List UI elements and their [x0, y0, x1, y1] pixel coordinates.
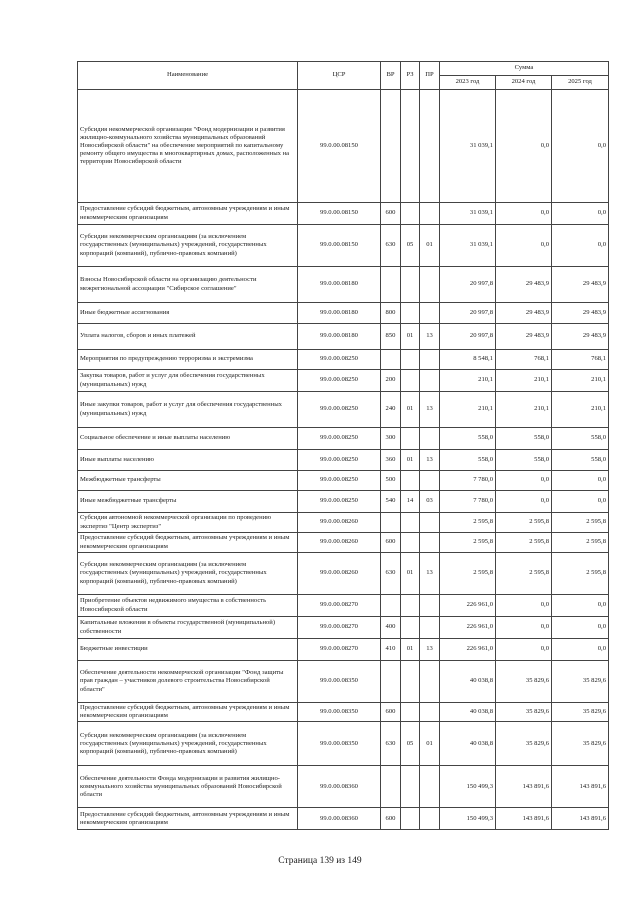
- table-cell-2023: 210,1: [440, 370, 496, 392]
- table-cell-vr: 630: [381, 722, 401, 766]
- table-cell-2024: 35 829,6: [496, 722, 552, 766]
- table-cell-rz: 01: [401, 392, 420, 428]
- table-row: [78, 450, 609, 471]
- table-row: [78, 595, 609, 617]
- table-cell-name: Социальное обеспечение и иные выплаты населению: [78, 428, 298, 450]
- table-cell-name: Субсидии некоммерческим организациям (за исключением государственных (муниципальных) учреждений, государственных корпораций (компаний), публично-правовых компаний): [78, 553, 298, 595]
- table-cell-2025: 29 483,9: [552, 267, 609, 303]
- table-cell-name: Уплата налогов, сборов и иных платежей: [78, 324, 298, 350]
- table-cell-2024: 768,1: [496, 350, 552, 370]
- table-cell-2023: 2 595,8: [440, 533, 496, 553]
- table-cell-vr: 540: [381, 491, 401, 513]
- table-cell-rz: [401, 808, 420, 830]
- table-cell-csr: 99.0.00.08350: [298, 703, 381, 722]
- table-cell-2023: 31 039,1: [440, 203, 496, 225]
- table-cell-rz: [401, 203, 420, 225]
- table-cell-csr: 99.0.00.08250: [298, 392, 381, 428]
- table-cell-2025: 0,0: [552, 617, 609, 639]
- table-cell-2024: 558,0: [496, 428, 552, 450]
- table-row: [78, 370, 609, 392]
- table-cell-2023: 210,1: [440, 392, 496, 428]
- table-cell-vr: [381, 661, 401, 703]
- table-cell-csr: 99.0.00.08250: [298, 350, 381, 370]
- table-row: [78, 303, 609, 324]
- table-cell-csr: 99.0.00.08150: [298, 90, 381, 203]
- table-row: [78, 471, 609, 491]
- table-cell-csr: 99.0.00.08260: [298, 513, 381, 533]
- table-cell-2023: 226 961,0: [440, 595, 496, 617]
- table-cell-pr: [420, 533, 440, 553]
- table-cell-csr: 99.0.00.08250: [298, 428, 381, 450]
- table-cell-name: Субсидии некоммерческим организациям (за исключением государственных (муниципальных) учреждений, государственных корпораций (компаний), публично-правовых компаний): [78, 225, 298, 267]
- table-row: [78, 553, 609, 595]
- table-cell-rz: 05: [401, 225, 420, 267]
- table-cell-csr: 99.0.00.08250: [298, 491, 381, 513]
- table-cell-vr: 630: [381, 225, 401, 267]
- table-cell-2023: 20 997,8: [440, 303, 496, 324]
- table-cell-pr: [420, 617, 440, 639]
- table-row: [78, 491, 609, 513]
- table-cell-pr: [420, 370, 440, 392]
- table-cell-2025: 558,0: [552, 450, 609, 471]
- header-year-2024: 2024 год: [496, 76, 552, 90]
- table-cell-name: Обеспечение деятельности Фонда модернизации и развития жилищно-коммунального хозяйства муниципальных образований Новосибирской области: [78, 766, 298, 808]
- table-cell-rz: 01: [401, 553, 420, 595]
- table-row: [78, 661, 609, 703]
- table-cell-2023: 40 038,8: [440, 722, 496, 766]
- table-cell-rz: [401, 617, 420, 639]
- table-row: [78, 533, 609, 553]
- table-cell-rz: [401, 766, 420, 808]
- table-cell-2025: 768,1: [552, 350, 609, 370]
- header-csr: ЦСР: [298, 62, 381, 90]
- table-cell-vr: 600: [381, 533, 401, 553]
- table-cell-2023: 7 780,0: [440, 491, 496, 513]
- table-cell-2024: 29 483,9: [496, 303, 552, 324]
- table-cell-csr: 99.0.00.08250: [298, 450, 381, 471]
- table-cell-csr: 99.0.00.08350: [298, 661, 381, 703]
- table-cell-vr: 500: [381, 471, 401, 491]
- table-cell-vr: [381, 267, 401, 303]
- table-cell-name: Приобретение объектов недвижимого имущества в собственность Новосибирской области: [78, 595, 298, 617]
- header-pr: ПР: [420, 62, 440, 90]
- table-cell-csr: 99.0.00.08180: [298, 303, 381, 324]
- table-cell-2025: 2 595,8: [552, 513, 609, 533]
- table-cell-2024: 2 595,8: [496, 513, 552, 533]
- table-cell-pr: [420, 766, 440, 808]
- header-year-2025: 2025 год: [552, 76, 609, 90]
- table-cell-name: Обеспечение деятельности некоммерческой организации "Фонд защиты прав граждан – участников долевого строительства Новосибирской области": [78, 661, 298, 703]
- table-cell-pr: 01: [420, 722, 440, 766]
- table-row: [78, 513, 609, 533]
- table-cell-2024: 210,1: [496, 392, 552, 428]
- table-row: [78, 722, 609, 766]
- table-cell-name: Иные выплаты населению: [78, 450, 298, 471]
- table-cell-vr: [381, 350, 401, 370]
- table-cell-pr: [420, 203, 440, 225]
- table-cell-rz: [401, 350, 420, 370]
- table-cell-csr: 99.0.00.08360: [298, 808, 381, 830]
- table-cell-2024: 0,0: [496, 225, 552, 267]
- table-cell-csr: 99.0.00.08260: [298, 553, 381, 595]
- table-cell-pr: 13: [420, 639, 440, 661]
- table-cell-2025: 0,0: [552, 639, 609, 661]
- table-cell-2024: 143 891,6: [496, 766, 552, 808]
- table-cell-2024: 29 483,9: [496, 324, 552, 350]
- table-cell-pr: 03: [420, 491, 440, 513]
- table-cell-rz: [401, 471, 420, 491]
- table-cell-vr: 800: [381, 303, 401, 324]
- table-cell-rz: [401, 595, 420, 617]
- table-cell-csr: 99.0.00.08150: [298, 225, 381, 267]
- table-cell-name: Бюджетные инвестиции: [78, 639, 298, 661]
- table-cell-2024: 0,0: [496, 90, 552, 203]
- table-cell-2023: 7 780,0: [440, 471, 496, 491]
- table-cell-name: Капитальные вложения в объекты государственной (муниципальной) собственности: [78, 617, 298, 639]
- table-cell-vr: 630: [381, 553, 401, 595]
- table-cell-2025: 35 829,6: [552, 661, 609, 703]
- table-cell-rz: 01: [401, 324, 420, 350]
- table-cell-vr: 360: [381, 450, 401, 471]
- table-cell-pr: [420, 808, 440, 830]
- table-cell-name: Субсидия автономной некоммерческой организации по проведению экспертиз "Центр экспертиз": [78, 513, 298, 533]
- table-cell-2023: 226 961,0: [440, 617, 496, 639]
- table-cell-2024: 210,1: [496, 370, 552, 392]
- table-cell-name: Иные межбюджетные трансферты: [78, 491, 298, 513]
- table-cell-csr: 99.0.00.08150: [298, 203, 381, 225]
- table-cell-rz: [401, 267, 420, 303]
- table-cell-vr: [381, 513, 401, 533]
- table-cell-name: Субсидия некоммерческой организации "Фонд модернизации и развития жилищно-коммунального хозяйства муниципальных образований Новосибирской области" на обеспечение мероприятий по капитальному ремонту общего имущества в многоквартирных домах, расположенных на территории Новосибирской области: [78, 90, 298, 203]
- table-row: [78, 203, 609, 225]
- table-cell-csr: 99.0.00.08360: [298, 766, 381, 808]
- table-cell-2023: 31 039,1: [440, 225, 496, 267]
- table-cell-2025: 143 891,6: [552, 766, 609, 808]
- table-cell-pr: [420, 513, 440, 533]
- table-cell-pr: 13: [420, 392, 440, 428]
- table-row: [78, 392, 609, 428]
- table-cell-2025: 0,0: [552, 203, 609, 225]
- table-cell-pr: 01: [420, 225, 440, 267]
- table-row: [78, 617, 609, 639]
- page-number: Страница 139 из 149: [278, 856, 362, 866]
- table-cell-2025: 0,0: [552, 491, 609, 513]
- table-cell-2024: 2 595,8: [496, 553, 552, 595]
- table-cell-rz: [401, 303, 420, 324]
- table-cell-vr: 200: [381, 370, 401, 392]
- table-cell-2024: 0,0: [496, 203, 552, 225]
- budget-table: [77, 61, 609, 830]
- table-cell-vr: 600: [381, 203, 401, 225]
- table-cell-rz: [401, 428, 420, 450]
- table-cell-2025: 2 595,8: [552, 553, 609, 595]
- table-cell-pr: [420, 595, 440, 617]
- table-cell-2024: 0,0: [496, 471, 552, 491]
- table-cell-2024: 0,0: [496, 595, 552, 617]
- table-cell-csr: 99.0.00.08350: [298, 722, 381, 766]
- table-cell-rz: 14: [401, 491, 420, 513]
- header-rz: РЗ: [401, 62, 420, 90]
- table-row: [78, 428, 609, 450]
- table-cell-vr: [381, 766, 401, 808]
- table-cell-vr: 850: [381, 324, 401, 350]
- table-cell-name: Иные бюджетные ассигнования: [78, 303, 298, 324]
- table-cell-2025: 35 829,6: [552, 722, 609, 766]
- table-cell-2023: 40 038,8: [440, 703, 496, 722]
- table-row: [78, 350, 609, 370]
- table-cell-pr: [420, 267, 440, 303]
- table-cell-pr: [420, 661, 440, 703]
- table-body: [78, 90, 609, 830]
- table-row: [78, 267, 609, 303]
- table-cell-rz: [401, 370, 420, 392]
- table-cell-2025: 0,0: [552, 471, 609, 491]
- table-cell-vr: 400: [381, 617, 401, 639]
- table-cell-2025: 0,0: [552, 90, 609, 203]
- header-vr: ВР: [381, 62, 401, 90]
- table-cell-pr: [420, 303, 440, 324]
- table-cell-2024: 0,0: [496, 617, 552, 639]
- table-cell-csr: 99.0.00.08270: [298, 617, 381, 639]
- table-cell-csr: 99.0.00.08250: [298, 370, 381, 392]
- table-row: [78, 808, 609, 830]
- table-cell-rz: [401, 90, 420, 203]
- table-cell-2023: 31 039,1: [440, 90, 496, 203]
- table-cell-2025: 2 595,8: [552, 533, 609, 553]
- table-cell-2024: 35 829,6: [496, 703, 552, 722]
- table-cell-2023: 20 997,8: [440, 324, 496, 350]
- table-cell-2025: 210,1: [552, 392, 609, 428]
- table-cell-csr: 99.0.00.08260: [298, 533, 381, 553]
- table-cell-csr: 99.0.00.08180: [298, 324, 381, 350]
- table-cell-2023: 20 997,8: [440, 267, 496, 303]
- table-cell-rz: [401, 661, 420, 703]
- table-cell-name: Межбюджетные трансферты: [78, 471, 298, 491]
- table-cell-2025: 0,0: [552, 595, 609, 617]
- table-cell-vr: 300: [381, 428, 401, 450]
- table-cell-pr: [420, 471, 440, 491]
- table-cell-2023: 8 548,1: [440, 350, 496, 370]
- table-cell-2024: 0,0: [496, 639, 552, 661]
- table-cell-vr: 600: [381, 703, 401, 722]
- table-cell-2023: 40 038,8: [440, 661, 496, 703]
- table-cell-pr: 13: [420, 553, 440, 595]
- table-cell-2024: 143 891,6: [496, 808, 552, 830]
- table-row: [78, 766, 609, 808]
- table-cell-2025: 35 829,6: [552, 703, 609, 722]
- table-cell-pr: [420, 90, 440, 203]
- table-cell-pr: 13: [420, 450, 440, 471]
- table-row: [78, 90, 609, 203]
- table-cell-2023: 558,0: [440, 428, 496, 450]
- table-cell-rz: 01: [401, 639, 420, 661]
- table-cell-2024: 0,0: [496, 491, 552, 513]
- table-cell-pr: [420, 428, 440, 450]
- table-cell-2025: 558,0: [552, 428, 609, 450]
- table-cell-name: Закупка товаров, работ и услуг для обеспечения государственных (муниципальных) нужд: [78, 370, 298, 392]
- table-cell-name: Мероприятия по предупреждению терроризма и экстремизма: [78, 350, 298, 370]
- table-cell-pr: [420, 350, 440, 370]
- table-cell-2024: 2 595,8: [496, 533, 552, 553]
- budget-table-sheet: [77, 61, 608, 830]
- table-cell-csr: 99.0.00.08270: [298, 639, 381, 661]
- table-cell-name: Предоставление субсидий бюджетным, автономным учреждениям и иным некоммерческим организациям: [78, 808, 298, 830]
- table-cell-vr: 410: [381, 639, 401, 661]
- table-cell-2024: 35 829,6: [496, 661, 552, 703]
- table-cell-2024: 29 483,9: [496, 267, 552, 303]
- table-cell-vr: 240: [381, 392, 401, 428]
- table-cell-pr: [420, 703, 440, 722]
- header-year-2023: 2023 год: [440, 76, 496, 90]
- table-cell-name: Предоставление субсидий бюджетным, автономным учреждениям и иным некоммерческим организациям: [78, 703, 298, 722]
- table-cell-pr: 13: [420, 324, 440, 350]
- table-row: [78, 324, 609, 350]
- table-cell-2023: 150 499,3: [440, 766, 496, 808]
- table-cell-vr: 600: [381, 808, 401, 830]
- table-cell-rz: [401, 513, 420, 533]
- table-cell-name: Взносы Новосибирской области на организацию деятельности межрегиональной ассоциации "Сибирское соглашение": [78, 267, 298, 303]
- table-cell-2023: 150 499,3: [440, 808, 496, 830]
- table-cell-vr: [381, 595, 401, 617]
- table-row: [78, 639, 609, 661]
- table-cell-2023: 226 961,0: [440, 639, 496, 661]
- table-cell-rz: 01: [401, 450, 420, 471]
- table-cell-rz: [401, 703, 420, 722]
- table-cell-2023: 2 595,8: [440, 553, 496, 595]
- table-cell-2025: 29 483,9: [552, 303, 609, 324]
- table-cell-name: Иные закупки товаров, работ и услуг для обеспечения государственных (муниципальных) нужд: [78, 392, 298, 428]
- table-cell-2023: 558,0: [440, 450, 496, 471]
- table-cell-2025: 210,1: [552, 370, 609, 392]
- table-cell-name: Предоставление субсидий бюджетным, автономным учреждениям и иным некоммерческим организациям: [78, 203, 298, 225]
- table-row: [78, 703, 609, 722]
- table-cell-2025: 0,0: [552, 225, 609, 267]
- table-cell-csr: 99.0.00.08250: [298, 471, 381, 491]
- table-cell-2023: 2 595,8: [440, 513, 496, 533]
- table-cell-2024: 558,0: [496, 450, 552, 471]
- header-name: Наименование: [78, 62, 298, 90]
- table-cell-2025: 143 891,6: [552, 808, 609, 830]
- header-sum: Сумма: [440, 62, 609, 76]
- table-cell-rz: [401, 533, 420, 553]
- table-cell-name: Субсидии некоммерческим организациям (за исключением государственных (муниципальных) учреждений, государственных корпораций (компаний), публично-правовых компаний): [78, 722, 298, 766]
- table-row: [78, 225, 609, 267]
- table-cell-2025: 29 483,9: [552, 324, 609, 350]
- table-cell-name: Предоставление субсидий бюджетным, автономным учреждениям и иным некоммерческим организациям: [78, 533, 298, 553]
- table-cell-csr: 99.0.00.08180: [298, 267, 381, 303]
- table-cell-vr: [381, 90, 401, 203]
- table-cell-csr: 99.0.00.08270: [298, 595, 381, 617]
- table-cell-rz: 05: [401, 722, 420, 766]
